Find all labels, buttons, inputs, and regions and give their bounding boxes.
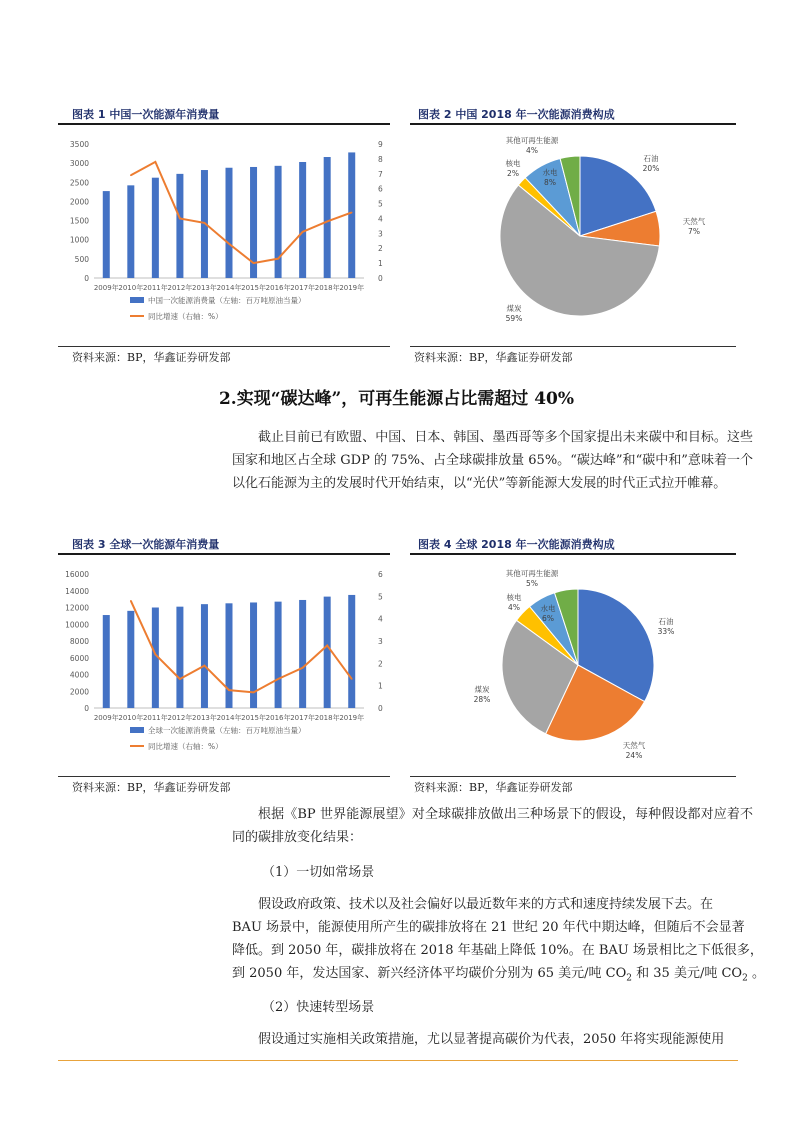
bar xyxy=(275,166,282,278)
x-tick-label: 2018年 xyxy=(314,714,340,722)
x-tick-label: 2011年 xyxy=(142,714,168,722)
figure3-title: 图表 3 全球一次能源年消费量 xyxy=(72,538,220,551)
figure1-source-rule xyxy=(58,346,390,347)
pie-label-pct: 59% xyxy=(505,314,523,323)
growth-point xyxy=(155,161,157,163)
bar xyxy=(226,603,233,708)
pie-label-name: 石油 xyxy=(658,617,674,626)
bau-line-3: 降低。到 2050 年，碳排放将在 2018 年基础上降低 10%。在 BAU 场景相比之下低很多， xyxy=(232,943,763,958)
y-right-tick-label: 2 xyxy=(378,244,383,254)
x-tick-label: 2018年 xyxy=(314,284,340,292)
legend-bar-label: 中国一次能源消费量（左轴：百万吨原油当量） xyxy=(148,296,306,305)
growth-point xyxy=(179,218,181,220)
y-right-tick-label: 1 xyxy=(378,681,383,691)
growth-point xyxy=(277,678,279,680)
footer-rule xyxy=(58,1060,738,1061)
x-tick-label: 2013年 xyxy=(192,714,217,722)
growth-point xyxy=(253,692,255,694)
growth-point xyxy=(277,258,279,260)
figure3-source-rule xyxy=(58,776,390,777)
bar xyxy=(348,595,355,708)
y-left-tick-label: 0 xyxy=(84,704,89,713)
pie-label-name: 煤炭 xyxy=(506,304,522,313)
growth-point xyxy=(130,600,132,602)
y-right-tick-label: 6 xyxy=(378,184,383,194)
section-title: 2.实现“碳达峰”，可再生能源占比需超过 40% xyxy=(218,389,575,409)
bar xyxy=(103,191,110,278)
x-tick-label: 2009年 xyxy=(93,714,119,722)
legend-bar-swatch xyxy=(130,727,144,733)
x-tick-label: 2015年 xyxy=(241,714,266,722)
pie-label-pct: 28% xyxy=(473,695,491,704)
y-right-tick-label: 6 xyxy=(378,570,383,579)
y-left-tick-label: 6000 xyxy=(69,653,89,663)
chart-svg xyxy=(58,560,390,770)
legend-bar-label: 全球一次能源消费量（左轴：百万吨原油当量） xyxy=(148,726,306,735)
y-right-tick-label: 1 xyxy=(378,259,383,269)
co2-subscript-2: 2 xyxy=(742,973,748,984)
x-tick-label: 2010年 xyxy=(118,284,144,292)
bar xyxy=(299,162,306,278)
pie-label-pct: 8% xyxy=(544,178,556,187)
pie-label-pct: 7% xyxy=(688,227,700,236)
y-right-tick-label: 0 xyxy=(378,274,383,283)
figure4-source: 资料来源：BP，华鑫证券研发部 xyxy=(414,781,573,794)
growth-point xyxy=(351,678,353,680)
bau-line-1: 假设政府政策、技术以及社会偏好以最近数年来的方式和速度持续发展下去。在 xyxy=(258,897,714,912)
pie-label-name: 其他可再生能源 xyxy=(505,136,559,145)
scenario1-heading: （1）一切如常场景 xyxy=(262,865,375,880)
co2-subscript: 2 xyxy=(626,973,633,984)
y-right-tick-label: 3 xyxy=(378,229,383,239)
pie-label-name: 水电 xyxy=(542,168,558,177)
growth-line xyxy=(131,162,352,263)
bau-line-4 xyxy=(232,962,765,984)
x-tick-label: 2017年 xyxy=(290,714,316,722)
y-right-tick-label: 5 xyxy=(378,592,383,602)
x-tick-label: 2017年 xyxy=(290,284,316,292)
figure4-title-rule xyxy=(410,553,736,555)
y-left-tick-label: 8000 xyxy=(69,637,89,646)
pie-label-name: 核电 xyxy=(505,159,521,168)
x-tick-label: 2012年 xyxy=(167,714,193,722)
x-tick-label: 2015年 xyxy=(241,284,266,292)
x-tick-label: 2012年 xyxy=(167,284,193,292)
pie-svg xyxy=(410,130,736,340)
growth-point xyxy=(326,221,328,223)
y-left-tick-label: 4000 xyxy=(69,670,89,680)
y-left-tick-label: 0 xyxy=(84,274,89,283)
bau-line-4-c: 。 xyxy=(747,966,765,981)
pie-label-name: 煤炭 xyxy=(474,685,490,694)
x-tick-label: 2009年 xyxy=(93,284,119,292)
bar xyxy=(226,168,233,278)
y-right-tick-label: 2 xyxy=(378,659,383,669)
y-left-tick-label: 10000 xyxy=(65,620,89,630)
y-right-tick-label: 4 xyxy=(378,614,383,624)
pie-label-name: 其他可再生能源 xyxy=(505,569,559,578)
figure2-source: 资料来源：BP，华鑫证券研发部 xyxy=(414,351,573,364)
bar xyxy=(127,611,134,708)
bar xyxy=(176,174,183,278)
y-right-tick-label: 9 xyxy=(378,140,383,149)
x-tick-label: 2019年 xyxy=(339,714,365,722)
growth-point xyxy=(204,222,206,224)
y-left-tick-label: 16000 xyxy=(65,570,89,579)
growth-line xyxy=(131,601,352,693)
x-tick-label: 2013年 xyxy=(192,284,217,292)
y-left-tick-label: 1000 xyxy=(69,235,89,245)
y-left-tick-label: 2000 xyxy=(69,687,89,697)
pie-label-pct: 6% xyxy=(542,614,554,623)
bar xyxy=(275,602,282,708)
x-tick-label: 2019年 xyxy=(339,284,365,292)
bau-line-2: BAU 场景中，能源使用所产生的碳排放将在 21 世纪 20 年代中期达峰，但随后不会显著 xyxy=(232,920,745,935)
pie-label-name: 石油 xyxy=(643,154,659,163)
x-tick-label: 2016年 xyxy=(265,714,291,722)
growth-point xyxy=(204,665,206,667)
pie-label-pct: 2% xyxy=(507,169,519,178)
pie-label-pct: 4% xyxy=(526,146,538,155)
bar xyxy=(324,157,331,278)
y-left-tick-label: 2000 xyxy=(69,197,89,207)
growth-point xyxy=(326,645,328,647)
pie-label-name: 天然气 xyxy=(682,217,706,226)
pie-label-name: 水电 xyxy=(540,604,556,613)
figure1-chart xyxy=(58,130,390,340)
intro-paragraph: 截止目前已有欧盟、中国、日本、韩国、墨西哥等多个国家提出未来碳中和目标。这些国家和地区占全球 GDP 的 75%、占全球碳排放量 65%。“碳达峰”和“碳中和”意味着一个以化石能源为主的发展时代开始结束，以“光伏”等新能源大发展的时代正式拉开帷幕。 xyxy=(232,430,753,491)
figure4-chart xyxy=(410,560,736,770)
figure1-source: 资料来源：BP，华鑫证券研发部 xyxy=(72,351,231,364)
pie-svg xyxy=(410,560,736,770)
growth-point xyxy=(351,212,353,214)
legend-bar-swatch xyxy=(130,297,144,303)
figure2-title: 图表 2 中国 2018 年一次能源消费构成 xyxy=(418,108,615,121)
legend-line-label: 同比增速（右轴：%） xyxy=(148,312,223,321)
pie-label-pct: 20% xyxy=(642,164,660,173)
figure1-title-rule xyxy=(58,123,390,125)
y-right-tick-label: 8 xyxy=(378,154,383,164)
pie-label-name: 核电 xyxy=(506,593,522,602)
figure3-source: 资料来源：BP，华鑫证券研发部 xyxy=(72,781,231,794)
growth-point xyxy=(155,654,157,656)
x-tick-label: 2014年 xyxy=(216,284,242,292)
figure3-title-rule xyxy=(58,553,390,555)
figure4-source-rule xyxy=(410,776,736,777)
pie-label-pct: 5% xyxy=(526,579,538,588)
y-left-tick-label: 2500 xyxy=(69,178,89,188)
pie-label-pct: 33% xyxy=(657,627,675,636)
bar xyxy=(348,152,355,278)
bar xyxy=(103,615,110,708)
growth-point xyxy=(179,678,181,680)
bar xyxy=(201,604,208,708)
bar xyxy=(127,185,134,278)
growth-point xyxy=(228,243,230,245)
growth-point xyxy=(302,667,304,669)
figure2-chart xyxy=(410,130,736,340)
y-left-tick-label: 500 xyxy=(74,254,89,264)
growth-point xyxy=(228,689,230,691)
figure2-title-rule xyxy=(410,123,736,125)
rapid-transition-line-1: 假设通过实施相关政策措施，尤以显著提高碳价为代表，2050 年将实现能源使用 xyxy=(258,1032,725,1047)
y-left-tick-label: 3000 xyxy=(69,159,89,169)
y-left-tick-label: 3500 xyxy=(69,140,89,149)
legend-line-label: 同比增速（右轴：%） xyxy=(148,742,223,751)
scenario2-heading: （2）快速转型场景 xyxy=(262,1000,375,1015)
x-tick-label: 2016年 xyxy=(265,284,291,292)
x-tick-label: 2010年 xyxy=(118,714,144,722)
bar xyxy=(324,597,331,708)
scenario-intro-paragraph: 根据《BP 世界能源展望》对全球碳排放做出三种场景下的假设，每种假设都对应着不同的碳排放变化结果： xyxy=(232,807,753,845)
pie-label-pct: 4% xyxy=(508,603,520,612)
pie-label-pct: 24% xyxy=(625,751,643,760)
bar xyxy=(299,600,306,708)
figure3-chart xyxy=(58,560,390,770)
figure2-source-rule xyxy=(410,346,736,347)
y-left-tick-label: 12000 xyxy=(65,603,89,613)
figure1-title: 图表 1 中国一次能源年消费量 xyxy=(72,108,220,121)
bau-line-4-b: 和 35 美元/吨 CO xyxy=(632,966,743,981)
y-right-tick-label: 4 xyxy=(378,214,383,224)
chart-svg xyxy=(58,130,390,340)
bar xyxy=(152,178,159,278)
y-right-tick-label: 0 xyxy=(378,704,383,713)
x-tick-label: 2014年 xyxy=(216,714,242,722)
growth-point xyxy=(253,262,255,264)
y-right-tick-label: 5 xyxy=(378,199,383,209)
y-right-tick-label: 3 xyxy=(378,637,383,646)
pie-label-name: 天然气 xyxy=(622,741,646,750)
y-right-tick-label: 7 xyxy=(378,169,383,179)
bau-line-4-a: 到 2050 年，发达国家、新兴经济体平均碳价分别为 65 美元/吨 CO xyxy=(232,966,627,981)
growth-point xyxy=(130,174,132,176)
bar xyxy=(176,607,183,708)
figure4-title: 图表 4 全球 2018 年一次能源消费构成 xyxy=(418,538,615,551)
y-left-tick-label: 14000 xyxy=(65,586,89,596)
y-left-tick-label: 1500 xyxy=(69,216,89,226)
x-tick-label: 2011年 xyxy=(142,284,168,292)
growth-point xyxy=(302,231,304,233)
